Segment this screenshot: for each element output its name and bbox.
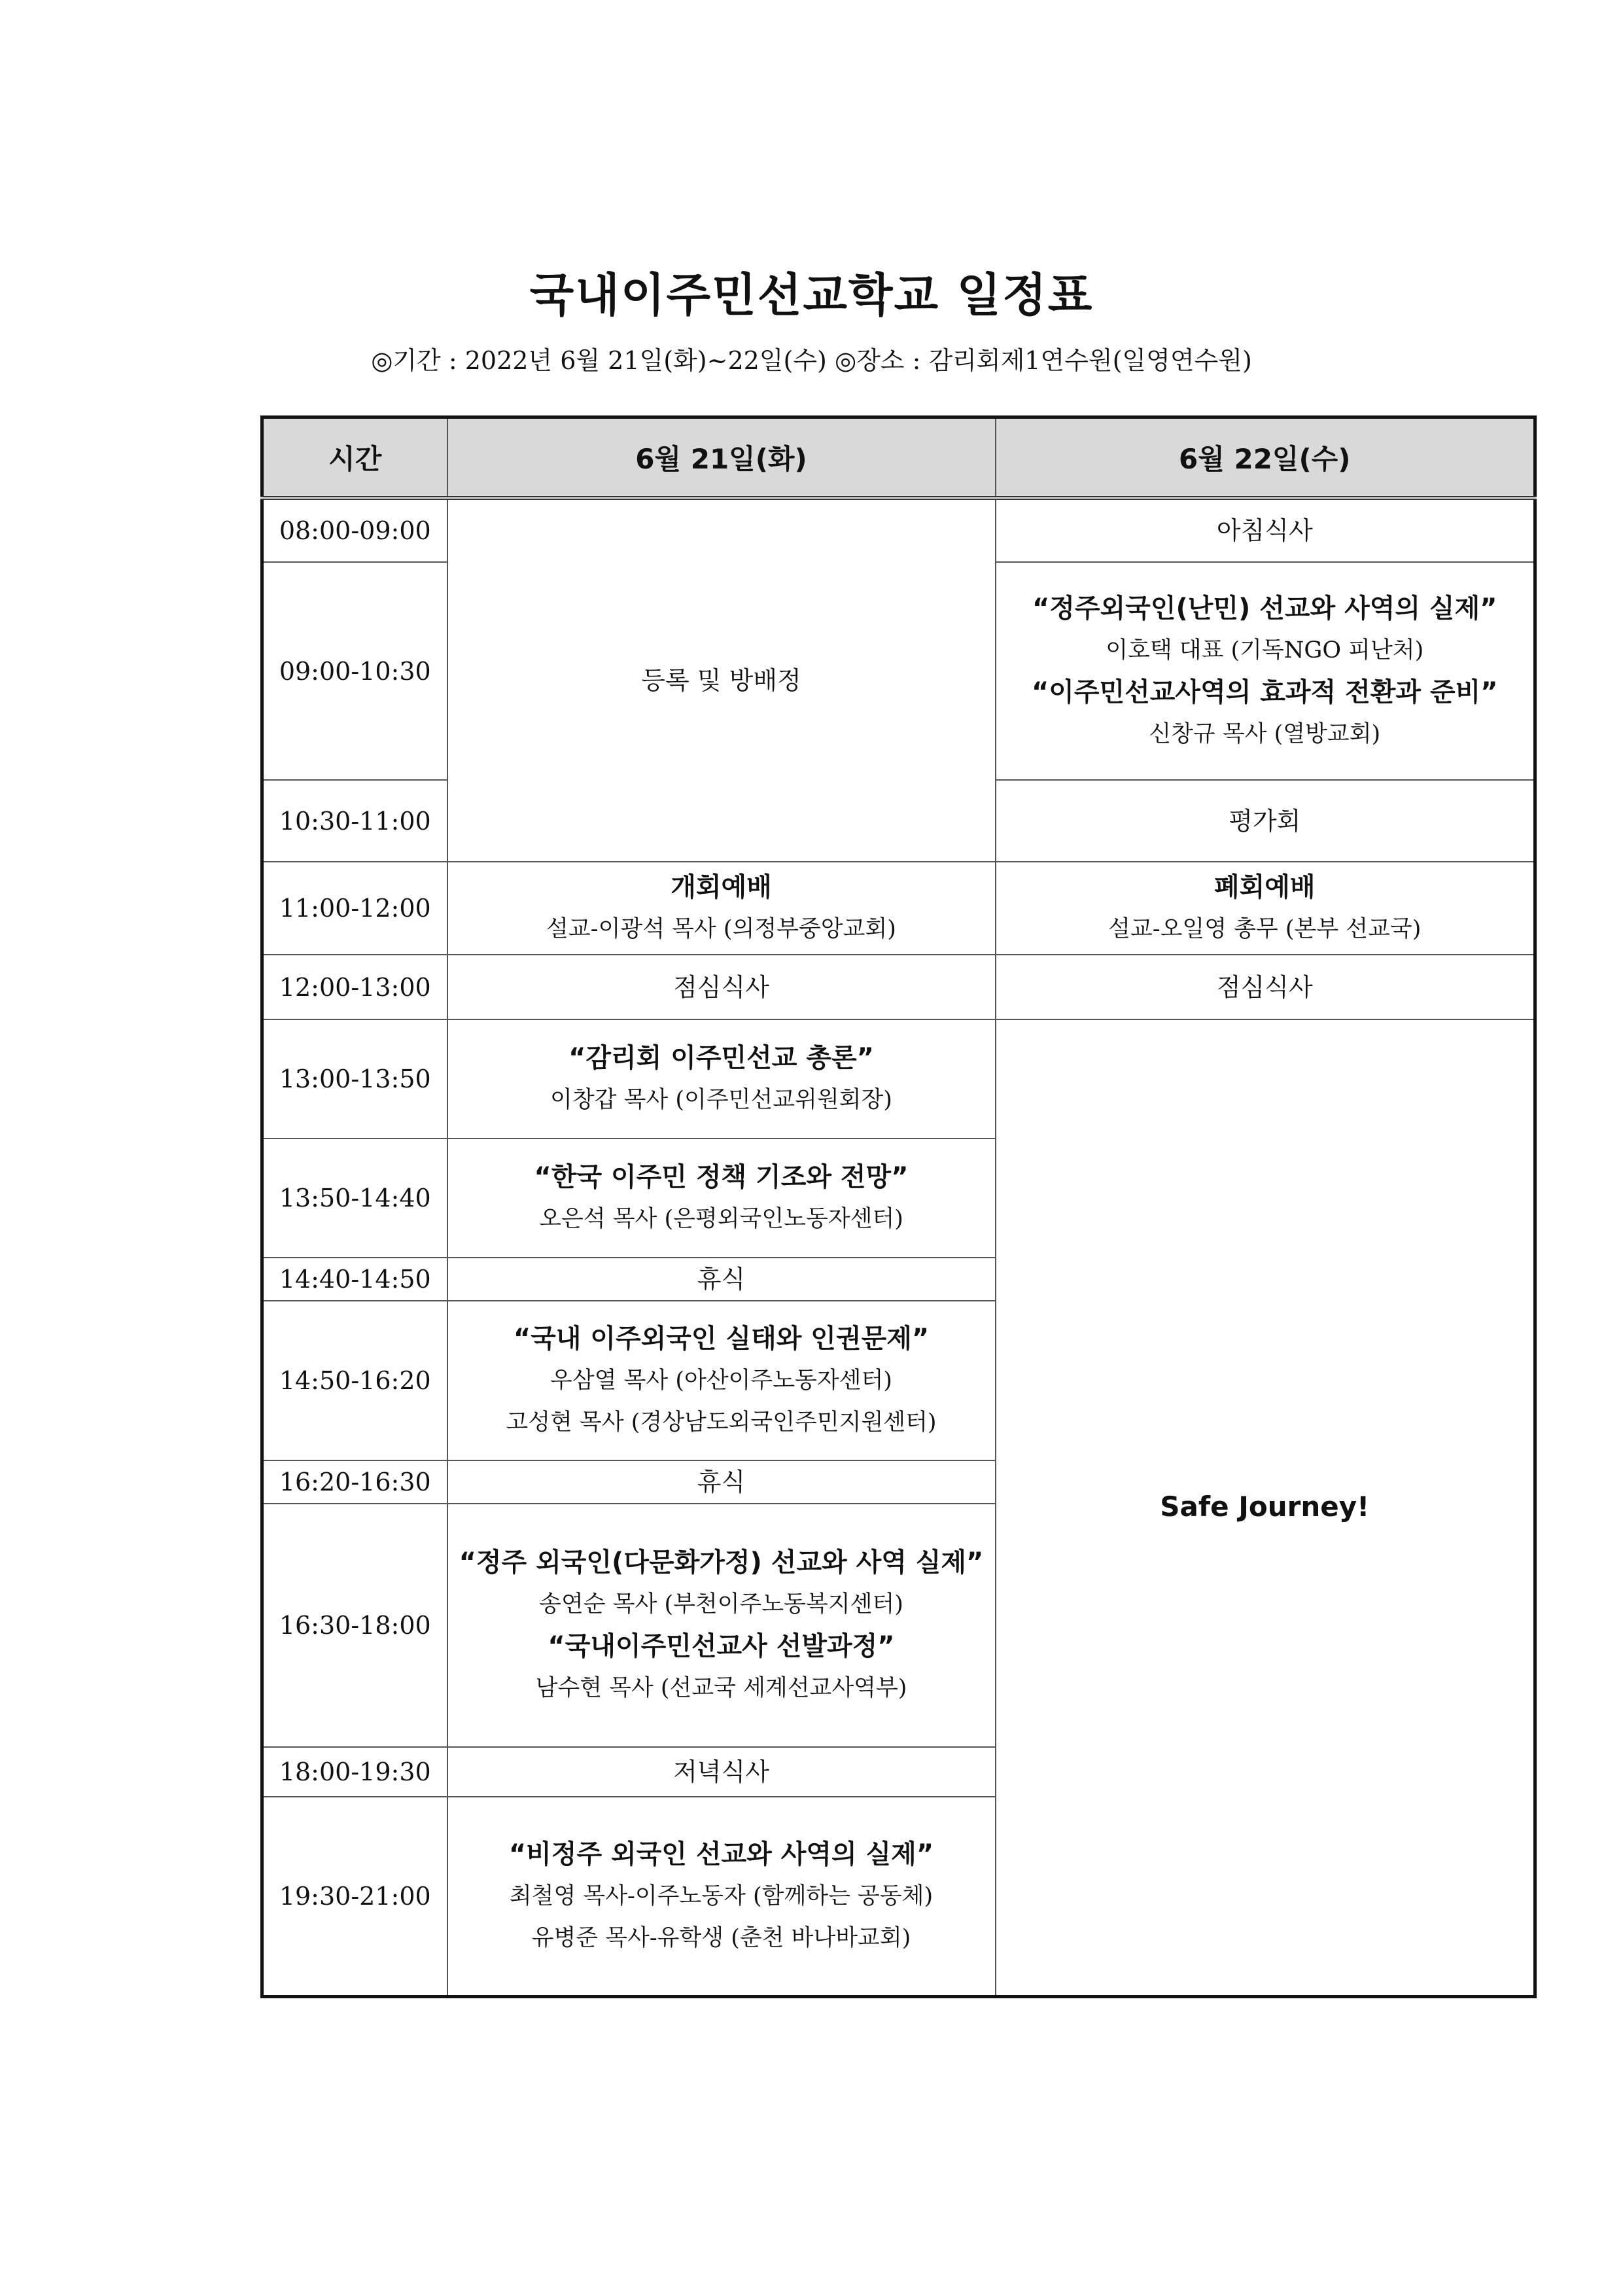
break-cell: 휴식 — [447, 1460, 996, 1504]
session-cell — [447, 1504, 996, 1747]
time-cell: 14:50-16:20 — [262, 1301, 447, 1460]
table-row — [262, 862, 1535, 955]
lunch-cell: 점심식사 — [447, 955, 996, 1019]
session-cell — [447, 1019, 996, 1139]
closing-title: 폐회예배 — [1213, 872, 1316, 902]
session-speaker: 이창갑 목사 (이주민선교위원회장) — [550, 1087, 892, 1113]
session-title: “한국 이주민 정책 기조와 전망” — [534, 1162, 909, 1192]
session-cell — [447, 1301, 996, 1460]
session-speaker: 오은석 목사 (은평외국인노동자센터) — [539, 1206, 903, 1232]
session-speaker: 이호택 대표 (기독NGO 피난처) — [1106, 637, 1424, 663]
closing-worship-cell — [996, 862, 1535, 955]
breakfast-cell: 아침식사 — [996, 498, 1535, 562]
session-title: “이주민선교사역의 효과적 전환과 준비” — [1031, 677, 1498, 707]
session-speaker: 최철영 목사-이주노동자 (함께하는 공동체) — [509, 1882, 934, 1909]
page-subtitle: ◎기간 : 2022년 6월 21일(화)~22일(수) ◎장소 : 감리회제1연수원(일영연수원) — [371, 346, 1252, 375]
farewell-text: Safe Journey! — [1160, 1491, 1370, 1523]
time-header: 시간 — [262, 417, 447, 499]
day2-header: 6월 22일(수) — [996, 417, 1535, 499]
lunch-cell: 점심식사 — [996, 955, 1535, 1019]
time-cell: 16:20-16:30 — [262, 1460, 447, 1504]
session-title: “감리회 이주민선교 총론” — [568, 1043, 874, 1073]
session-title: “국내 이주외국인 실태와 인권문제” — [513, 1324, 930, 1354]
time-cell: 08:00-09:00 — [262, 498, 447, 562]
session-speaker: 유병준 목사-유학생 (춘천 바나바교회) — [531, 1924, 911, 1951]
time-cell: 09:00-10:30 — [262, 562, 447, 780]
session-cell — [447, 1139, 996, 1258]
time-cell: 13:50-14:40 — [262, 1139, 447, 1258]
day2-session-cell — [996, 562, 1535, 780]
header-row — [262, 417, 1535, 499]
time-cell: 14:40-14:50 — [262, 1258, 447, 1301]
schedule-table — [260, 415, 1537, 1998]
time-cell: 10:30-11:00 — [262, 780, 447, 862]
session-speaker: 신창규 목사 (열방교회) — [1149, 720, 1381, 747]
session-title: “국내이주민선교사 선발과정” — [548, 1631, 895, 1661]
session-cell — [447, 1797, 996, 1996]
session-title: “정주외국인(난민) 선교와 사역의 실제” — [1032, 593, 1497, 624]
table-row — [262, 1019, 1535, 1139]
time-cell: 12:00-13:00 — [262, 955, 447, 1019]
session-speaker: 고성현 목사 (경상남도외국인주민지원센터) — [506, 1409, 937, 1436]
time-cell: 18:00-19:30 — [262, 1747, 447, 1797]
registration-cell: 등록 및 방배정 — [447, 498, 996, 862]
farewell-cell — [996, 1019, 1535, 1996]
time-cell: 11:00-12:00 — [262, 862, 447, 955]
table-row — [262, 498, 1535, 562]
time-cell: 16:30-18:00 — [262, 1504, 447, 1747]
time-cell: 13:00-13:50 — [262, 1019, 447, 1139]
session-speaker: 남수현 목사 (선교국 세계선교사역부) — [535, 1675, 907, 1701]
opening-title: 개회예배 — [671, 872, 772, 902]
dinner-cell: 저녁식사 — [447, 1747, 996, 1797]
table-row — [262, 955, 1535, 1019]
evaluation-cell: 평가회 — [996, 780, 1535, 862]
session-title: “정주 외국인(다문화가정) 선교와 사역 실제” — [459, 1547, 984, 1578]
opening-worship-cell — [447, 862, 996, 955]
break-cell: 휴식 — [447, 1258, 996, 1301]
session-speaker: 송연순 목사 (부천이주노동복지센터) — [539, 1591, 903, 1617]
opening-preacher: 설교-이광석 목사 (의정부중앙교회) — [546, 916, 896, 942]
time-cell: 19:30-21:00 — [262, 1797, 447, 1996]
closing-preacher: 설교-오일영 총무 (본부 선교국) — [1108, 916, 1422, 942]
day1-header: 6월 21일(화) — [447, 417, 996, 499]
session-speaker: 우삼열 목사 (아산이주노동자센터) — [550, 1368, 892, 1394]
page-title: 국내이주민선교학교 일정표 — [529, 268, 1094, 322]
session-title: “비정주 외국인 선교와 사역의 실제” — [508, 1839, 934, 1869]
